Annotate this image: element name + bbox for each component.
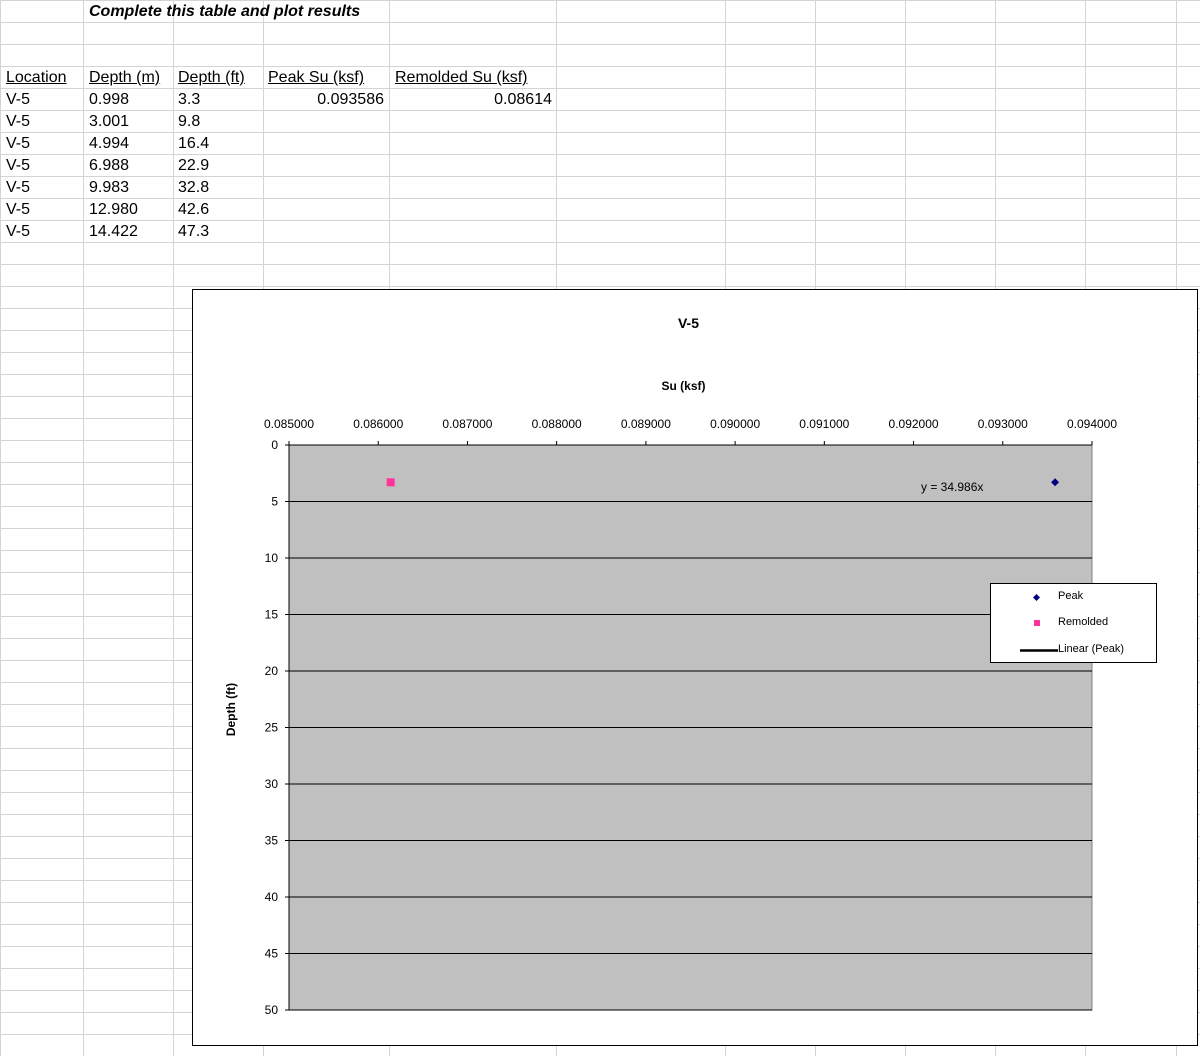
cell-depth-m[interactable]: 14.422 [89, 223, 138, 240]
trendline-swatch-icon [1020, 649, 1058, 652]
chart-object[interactable] [192, 289, 1198, 1046]
y-tick-label: 25 [264, 720, 278, 735]
y-axis-label: Depth (ft) [224, 682, 238, 737]
x-tick-label: 0.087000 [442, 417, 493, 431]
x-tick-label: 0.089000 [620, 417, 671, 431]
y-tick-label: 30 [264, 777, 278, 791]
legend-label-trendline: Linear (Peak) [1058, 643, 1125, 655]
cell-depth-m[interactable]: 6.988 [89, 157, 130, 174]
header-remolded-su[interactable]: Remolded Su (ksf) [395, 69, 528, 86]
diamond-marker-icon [1033, 594, 1040, 601]
y-tick-label: 0 [271, 438, 278, 452]
trendline-equation: y = 34.986x [921, 480, 984, 494]
cell-location[interactable]: V-5 [6, 179, 31, 196]
y-tick-label: 5 [271, 494, 278, 509]
cell-depth-m[interactable]: 12.980 [89, 201, 138, 218]
cell-location[interactable]: V-5 [6, 135, 31, 152]
cell-location[interactable]: V-5 [6, 157, 31, 174]
x-tick-label: 0.086000 [353, 417, 404, 431]
legend-item-remolded [991, 614, 1158, 632]
cell-depth-ft[interactable]: 3.3 [178, 91, 201, 108]
x-tick-label: 0.092000 [888, 417, 939, 431]
instruction-text: Complete this table and plot results [89, 3, 361, 20]
y-tick-label: 40 [264, 890, 278, 904]
cell-depth-ft[interactable]: 42.6 [178, 201, 210, 218]
y-tick-label: 10 [264, 551, 278, 565]
cell-depth-m[interactable]: 3.001 [89, 113, 130, 130]
chart-svg [193, 290, 1197, 1045]
header-location[interactable]: Location [6, 69, 67, 86]
cell-location[interactable]: V-5 [6, 91, 31, 108]
legend-label-remolded: Remolded [1058, 616, 1109, 628]
data-point-remolded [387, 478, 395, 486]
cell-depth-m[interactable]: 4.994 [89, 135, 130, 152]
x-tick-label: 0.085000 [263, 417, 315, 431]
cell-depth-ft[interactable]: 16.4 [178, 135, 210, 152]
legend-item-linear-peak [991, 641, 1158, 659]
y-tick-label: 50 [264, 1003, 278, 1017]
x-tick-label: 0.091000 [799, 417, 850, 431]
cell-depth-ft[interactable]: 22.9 [178, 157, 210, 174]
cell-depth-m[interactable]: 9.983 [89, 179, 130, 196]
cell-location[interactable]: V-5 [6, 201, 31, 218]
header-depth-ft[interactable]: Depth (ft) [178, 69, 245, 86]
x-tick-label: 0.090000 [710, 417, 761, 431]
cell-peak-su[interactable]: 0.093586 [317, 91, 384, 108]
header-depth-m[interactable]: Depth (m) [89, 69, 161, 86]
y-tick-label: 35 [264, 833, 278, 848]
y-tick-label: 20 [264, 664, 278, 678]
x-tick-label: 0.088000 [531, 417, 582, 431]
cell-depth-ft[interactable]: 47.3 [178, 223, 210, 240]
chart-title: V-5 [677, 315, 700, 331]
cell-remolded-su[interactable]: 0.08614 [494, 91, 552, 108]
cell-depth-m[interactable]: 0.998 [89, 91, 130, 108]
cell-location[interactable]: V-5 [6, 223, 31, 240]
cell-depth-ft[interactable]: 32.8 [178, 179, 210, 196]
cell-depth-ft[interactable]: 9.8 [178, 113, 201, 130]
y-tick-label: 15 [264, 607, 278, 622]
cell-location[interactable]: V-5 [6, 113, 31, 130]
legend-item-peak [991, 588, 1158, 606]
chart-legend[interactable] [990, 583, 1157, 663]
x-axis-label: Su (ksf) [661, 379, 706, 393]
header-peak-su[interactable]: Peak Su (ksf) [268, 69, 365, 86]
legend-label-peak: Peak [1058, 590, 1084, 602]
square-marker-icon [1034, 620, 1040, 626]
x-tick-label: 0.094000 [1066, 417, 1118, 431]
y-tick-label: 45 [264, 946, 278, 961]
x-tick-label: 0.093000 [977, 417, 1028, 431]
